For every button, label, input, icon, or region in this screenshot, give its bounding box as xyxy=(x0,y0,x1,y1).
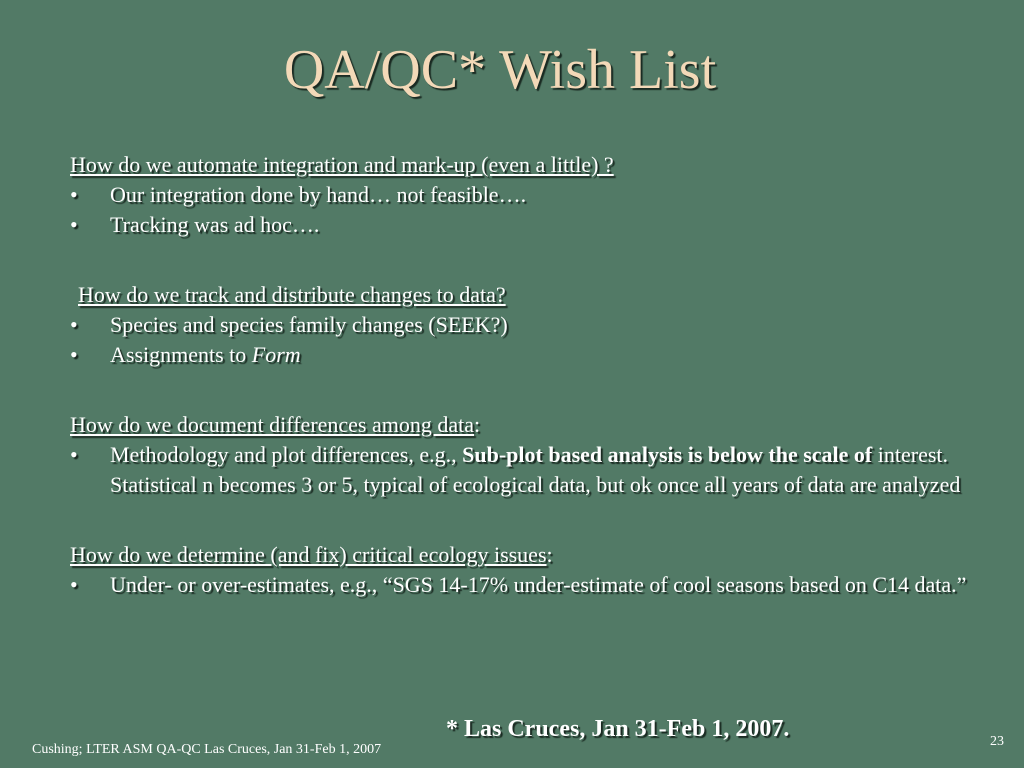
bullet-icon: • xyxy=(70,182,78,207)
slide-footer: Cushing; LTER ASM QA-QC Las Cruces, Jan 31-Feb 1, 2007 xyxy=(32,742,382,757)
bullet-text-prefix: Methodology and plot differences, e.g., xyxy=(110,442,463,467)
bullet-icon: • xyxy=(70,442,78,467)
bullet-item xyxy=(70,440,970,500)
bullet-item xyxy=(70,570,970,600)
section-heading-track: How do we track and distribute changes to data? xyxy=(78,282,506,307)
slide-body xyxy=(70,150,970,600)
section-heading-determine: How do we determine (and fix) critical ecology issues xyxy=(70,542,547,567)
heading-colon: : xyxy=(474,412,481,437)
section-heading-document-wrap xyxy=(70,410,970,440)
bullet-text: Tracking was ad hoc…. xyxy=(110,212,320,237)
bullet-text: Under- or over-estimates, e.g., “SGS 14-17% under-estimate of cool seasons based on C14 data.” xyxy=(110,572,967,597)
section-heading-determine-wrap xyxy=(70,540,970,570)
bullet-text: Species and species family changes (SEEK?) xyxy=(110,312,508,337)
bullet-text: Our integration done by hand… not feasible…. xyxy=(110,182,527,207)
bullet-icon: • xyxy=(70,572,78,597)
bullet-icon: • xyxy=(70,342,78,367)
bullet-item xyxy=(70,180,970,210)
bullet-text-rest: interest. Statistical n becomes 3 or 5, typical of ecological data, but ok once all years of data are analyzed xyxy=(110,442,961,497)
slide-title: QA/QC* Wish List xyxy=(283,39,717,101)
bullet-text-prefix: Assignments to xyxy=(110,342,252,367)
bullet-item xyxy=(70,340,970,370)
bullet-icon: • xyxy=(70,212,78,237)
bullet-text-bold: Sub-plot based analysis is below the scale of xyxy=(462,442,873,467)
bullet-icon: • xyxy=(70,312,78,337)
bullet-text-italic: Form xyxy=(251,342,301,367)
section-heading-document: How do we document differences among data xyxy=(70,412,475,437)
section-heading-automate: How do we automate integration and mark-up (even a little) ? xyxy=(70,152,614,177)
footnote: * Las Cruces, Jan 31-Feb 1, 2007. xyxy=(446,716,790,742)
bullet-item xyxy=(70,310,970,340)
page-number: 23 xyxy=(990,734,1004,749)
heading-colon: : xyxy=(546,542,553,567)
bullet-item xyxy=(70,210,970,240)
